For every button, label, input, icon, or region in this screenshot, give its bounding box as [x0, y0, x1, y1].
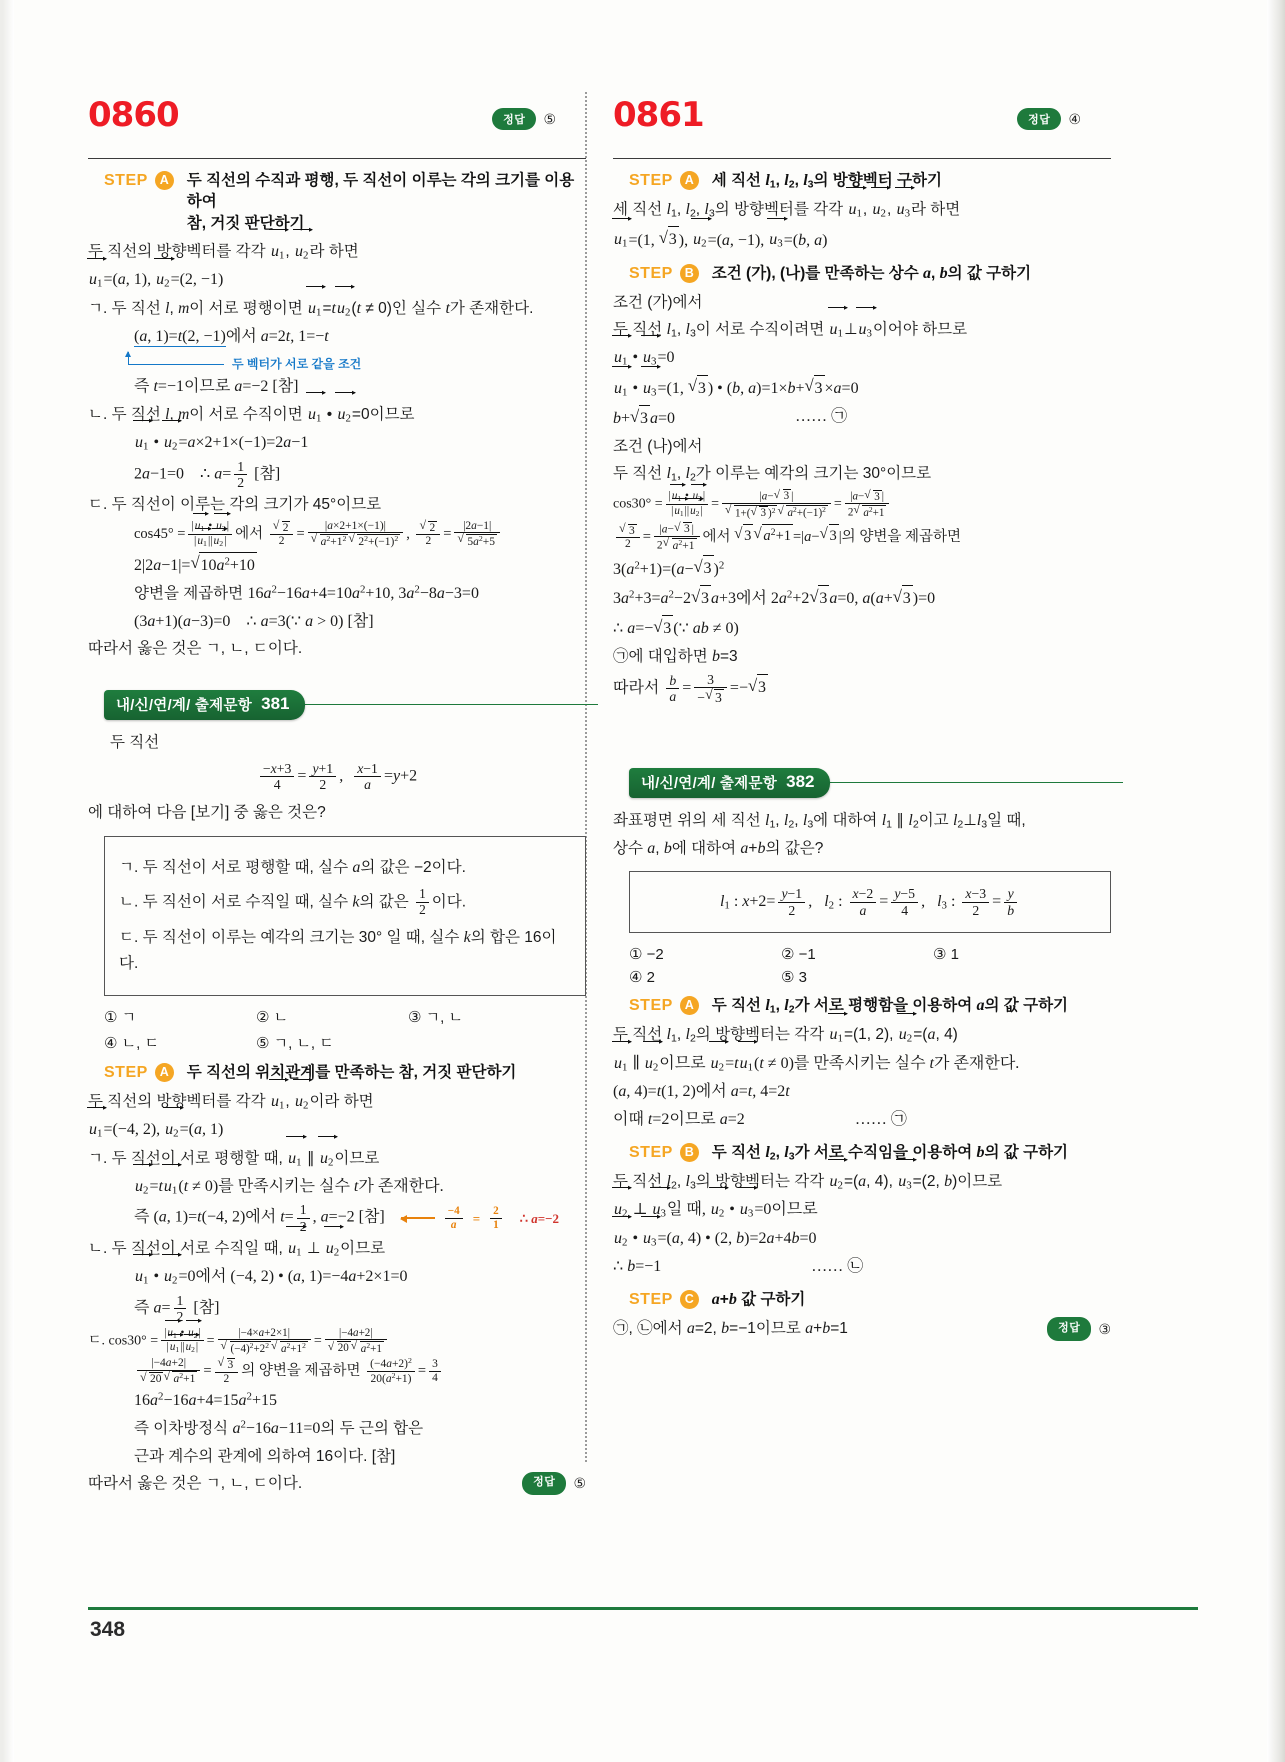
solution-line: 근과 계수의 관계에 의하여 16이다. [참]	[134, 1447, 396, 1465]
solution-line: $u_1=(a$, 1), $u_2=(2$, −1)	[88, 267, 586, 293]
solution-line: $16a^2-16a+4=15a^2+15$	[134, 1390, 277, 1410]
step-a-0860	[104, 170, 586, 234]
step-a-0861	[629, 170, 1111, 192]
banner-prefix: 내/신/연/계/ 출제문항	[641, 775, 778, 792]
choice-option[interactable]: ① ㄱ	[104, 1009, 137, 1027]
choices-row	[104, 1032, 586, 1053]
bogi-item: ㄴ. 두 직선이 서로 수직일 때, 실수 k의 값은 $\frac{1}{2}$ 이다.	[119, 886, 467, 918]
step-title: 두 직선의 위치관계를 만족하는 참, 거짓 판단하기	[186, 1064, 517, 1082]
solution-line: $u_2$ ⊥ $u_3$일 때, $u_2$ • $u_3=0$이므로	[613, 1197, 1111, 1223]
step-title: 두 직선 $l_2$, $l_3$가 서로 수직임을 이용하여 b의 값 구하기	[711, 1143, 1069, 1163]
step-title: 두 직선 $l_1$, $l_2$가 서로 평행함을 이용하여 a의 값 구하기	[711, 997, 1069, 1016]
orange-annotation-381: −4 a = 2 1 ∴ a=−2	[401, 1205, 559, 1231]
answer-choice: ⑤	[543, 110, 556, 127]
solution-line: (a, 4)=t(1, 2)에서 a=t, 4=2t	[613, 1083, 790, 1101]
arrow-left-icon	[401, 1217, 435, 1219]
problem-number: 0861	[613, 95, 704, 135]
naeshin-intro: 좌표평면 위의 세 직선 $l_1$, $l_2$, $l_3$에 대하여 $l_1$ ∥ $l_2$이고 $l_2\perp l_3$일 때,	[613, 811, 1026, 831]
banner-prefix: 내/신/연/계/ 출제문항	[116, 697, 253, 714]
answer-pill	[492, 108, 556, 130]
header-rule	[88, 158, 586, 159]
solution-line: cos45° = $\frac{|u_1 • u_2|}{|u_1||u_2|}$ 에서 √ $\frac{2}{2}$ = |a×2+1×(−1)| √ $a^2+1^2$ √ $2^2+(-1)^2$ , √ $\frac{2}{2}$ = |2a−1| √ $5a^2+5$	[134, 520, 586, 549]
solution-line: 즉 이차방정식 $a^2-16a-11=0$의 두 근의 합은	[134, 1418, 424, 1437]
solution-line: $3(a^2+1)=(a-$ √ 3 )$^2$	[613, 555, 1111, 583]
solution-conclusion-row	[613, 1316, 1111, 1342]
choice-option[interactable]: ① −2	[629, 946, 664, 964]
naeshin-equation: $l_1$ : x+2= $\frac{y-1}{2}$ , $l_2$ : $\frac{x-2}{a}$ = $\frac{y-5}{4}$ , $l_3$ : $\frac{x-3}{2}$ = $\frac{y}{b}$	[720, 893, 1020, 910]
step-badge: A	[680, 171, 699, 190]
solution-line: |−4a+2| √ 20 √ $a^2+1$ = √ $\frac{3}{2}$ 의 양변을 제곱하면 $\frac{(-4a+2)^2}{20(a^2+1)}$ = $\frac{3}{4}$	[134, 1357, 586, 1386]
solution-line: 이때 t=2이므로 a=2 …… ㉠	[613, 1107, 1111, 1133]
solution-line: 두 직선 $l_1$, $l_2$의 방향벡터는 각각 $u_1=(1$, 2), $u_2=(a$, 4)	[613, 1022, 1111, 1048]
choices-row	[629, 945, 1111, 963]
solution-line: 따라서 $\frac{b}{a}$ = $\frac{3}{- √ 3}$ =− √ 3	[613, 672, 1111, 706]
solution-line: ∴ a=− √ 3 (∵ ab ≠ 0)	[613, 614, 1111, 642]
solution-line: $u_2$ • $u_3=(a$, 4) • (2, b)=2a+4b=0	[613, 1226, 1111, 1252]
solution-line: ㄷ. 두 직선이 이루는 각의 크기가 45°이므로	[88, 496, 382, 514]
choice-spacer	[408, 1032, 560, 1053]
choices-row	[629, 968, 1111, 986]
step-a-382	[629, 995, 1111, 1017]
choice-option[interactable]: ③ 1	[933, 946, 959, 964]
answer-choice: ④	[1068, 110, 1081, 127]
solution-line: $u_1$ ∥ $u_2$이므로 $u_2=tu_1(t \ne 0)$를 만족시키는 실수 t가 존재한다.	[613, 1051, 1111, 1077]
naeshin-equation: $\frac{-x+3}{4}$ = $\frac{y+1}{2}$ , $\frac{x-1}{a}$ =y+2	[88, 761, 586, 793]
solution-line: 두 직선 $l_1$, $l_3$이 서로 수직이려면 $u_1\perp u_3$이어야 하므로	[613, 317, 1111, 343]
choice-option[interactable]: ⑤ ㄱ, ㄴ, ㄷ	[256, 1035, 334, 1053]
blue-annotation-0860	[128, 352, 586, 372]
solution-line: 2|2a−1|= √ $10a^2+10$	[134, 551, 586, 579]
solution-line: (a, 1)=t(2, −1)에서 a=2t, 1=−t	[134, 328, 329, 346]
solution-line: $u_1$ • $u_2=a\times 2+1\times(-1)=2a-1$	[134, 430, 586, 456]
bogi-item: ㄱ. 두 직선이 서로 평행할 때, 실수 a의 값은 −2이다.	[119, 858, 466, 876]
solution-line: ㄷ. cos30° = $\frac{|u_1 • u_2|}{|u_1||u_2|}$ = |−4×a+2×1| √ $(-4)^2+2^2$ √ $a^2+1^2$ = |−4a+2| √ 20 √ $a^2+1$	[88, 1327, 586, 1355]
solution-line: (3a+1)(a−3)=0 ∴ a=3(∵ a > 0) [참]	[134, 612, 374, 630]
solution-line: ㉠에 대입하면 b=3	[613, 648, 738, 666]
solution-line: 두 직선의 방향벡터를 각각 $u_1$, $u_2$이라 하면	[88, 1089, 586, 1115]
answer-tag: 정답	[1047, 1317, 1091, 1341]
answer-tag: 정답	[522, 1472, 566, 1496]
solution-line: ㄴ. 두 직선 l, m이 서로 수직이면 $u_1$ • $u_2=0$이므로	[88, 402, 586, 428]
solution-line: 2a−1=0 ∴ a= $\frac{1}{2}$ [참]	[134, 458, 281, 490]
solution-conclusion: ㉠, ㉡에서 a=2, b=−1이므로 a+b=1	[613, 1320, 848, 1338]
step-label: STEP	[104, 172, 148, 189]
step-badge: A	[155, 171, 174, 190]
answer-choice: ③	[1098, 1320, 1111, 1337]
answer-tag: 정답	[492, 108, 536, 130]
step-title	[187, 170, 586, 234]
answer-tag: 정답	[1017, 108, 1061, 130]
naeshin-intro-2: 상수 a, b에 대하여 a+b의 값은?	[613, 839, 824, 857]
step-label: STEP	[629, 1143, 673, 1161]
bogi-box-381	[104, 836, 586, 997]
solution-line: ㄴ. 두 직선이 서로 수직일 때, $u_1$ ⊥ $u_2$이므로	[88, 1236, 586, 1262]
step-badge: A	[680, 996, 699, 1015]
step-title: 조건 (가), (나)를 만족하는 상수 a, b의 값 구하기	[711, 264, 1032, 282]
step-title: 세 직선 $l_1$, $l_2$, $l_3$의 방향벡터 구하기	[711, 172, 942, 191]
equation-ref: …… ㉠	[795, 407, 848, 425]
equation-ref: …… ㉡	[811, 1258, 864, 1276]
blue-note-text: 두 벡터가 서로 같을 조건	[232, 357, 362, 372]
step-badge: B	[680, 1143, 699, 1162]
naeshin-banner-381	[104, 690, 586, 720]
solution-line: $3a^2+3=a^2-2$ √ 3 a+3에서 $2a^2+2$ √ 3 a=0, a(a+ √ 3 )=0	[613, 584, 1111, 612]
step-label: STEP	[629, 997, 673, 1015]
choices-381	[104, 1006, 586, 1053]
step-title: a+b 값 구하기	[711, 1290, 806, 1308]
step-c-382	[629, 1289, 1111, 1311]
solution-conclusion: 따라서 옳은 것은 ㄱ, ㄴ, ㄷ이다.	[88, 1474, 303, 1492]
page-left-edge-shadow	[0, 0, 14, 1762]
problem-header-0860	[88, 95, 586, 156]
solution-line: 조건 (나)에서	[613, 437, 703, 455]
solution-line: 즉 t=−1이므로 a=−2 [참]	[134, 378, 299, 396]
solution-conclusion-row	[88, 1471, 586, 1496]
step-title-line1: 두 직선의 수직과 평행, 두 직선이 이루는 각의 크기를 이용하여	[186, 172, 575, 211]
page-number: 348	[90, 1618, 126, 1641]
bogi-item: ㄷ. 두 직선이 이루는 예각의 크기는 30° 일 때, 실수 k의 합은 16이다.	[119, 929, 557, 973]
choice-spacer	[933, 968, 1085, 986]
step-a-381	[104, 1062, 586, 1084]
step-badge: C	[680, 1290, 699, 1309]
solution-line: ㄱ. 두 직선 l, m이 서로 평행이면 $u_1=tu_2(t \ne 0)$인 실수 t가 존재한다.	[88, 296, 586, 322]
header-rule	[613, 158, 1111, 159]
solution-line: $u_1$ • $u_2=0$에서 (−4, 2) • (a, 1)=−4a+2×1=0	[134, 1264, 586, 1290]
solution-line: $u_1$ • $u_3=0$	[613, 345, 1111, 371]
choice-option[interactable]: ⑤ 3	[781, 969, 807, 987]
step-label: STEP	[104, 1064, 148, 1082]
naeshin-intro: 두 직선	[110, 733, 160, 751]
choices-382	[629, 945, 1111, 986]
solution-line: 두 직선 $l_2$, $l_3$의 방향벡터는 각각 $u_2=(a$, 4), $u_3=(2$, b)이므로	[613, 1169, 1111, 1195]
step-title-line2: 참, 거짓 판단하기	[186, 214, 305, 232]
solution-line: 세 직선 $l_1$, $l_2$, $l_3$의 방향벡터를 각각 $u_1$, $u_2$, $u_3$라 하면	[613, 197, 1111, 223]
solution-conclusion: 따라서 옳은 것은 ㄱ, ㄴ, ㄷ이다.	[88, 640, 303, 658]
solution-line: 조건 (가)에서	[613, 293, 703, 311]
banner-number: 381	[261, 694, 290, 714]
choice-option[interactable]: ② −1	[781, 946, 816, 964]
solution-line: 즉 a= $\frac{1}{2}$ [참]	[134, 1292, 220, 1325]
solution-line: b+ √ 3 a=0 …… ㉠	[613, 404, 1111, 432]
solution-line: 즉 (a, 1)=t(−4, 2)에서 t= $\frac{1}{2}$ , a=−2 [참] −4 a = 2 1 ∴ a=−2	[134, 1202, 560, 1234]
step-label: STEP	[629, 172, 673, 189]
naeshin-question: 에 대하여 다음 [보기] 중 옳은 것은?	[88, 804, 326, 822]
banner-chip	[104, 690, 305, 720]
step-label: STEP	[629, 1290, 673, 1308]
answer-pill	[1017, 108, 1081, 130]
solution-line: √ $\frac{3}{2}$ = $\frac{|a- √ 3 |}{2 √ a^2+1}$ 에서 √ 3 √ $a^2+1 =|a-$ √ 3 |의 양변을 제곱하면	[613, 522, 1111, 553]
choice-option[interactable]: ② ㄴ	[256, 1009, 289, 1027]
solution-line: 두 직선 $l_1$, $l_2$가 이루는 예각의 크기는 30°이므로	[613, 464, 932, 484]
right-column	[613, 0, 1111, 1344]
naeshin-banner-382	[629, 768, 1111, 798]
solution-line: $u_1$ • $u_3=(1$, √ 3 ) • (b, a)=1×b+ √ 3 ×a=0	[613, 374, 1111, 402]
choice-option[interactable]: ③ ㄱ, ㄴ	[408, 1009, 463, 1027]
solution-line: $u_2=tu_1(t \ne 0)$를 만족시키는 실수 t가 존재한다.	[134, 1174, 586, 1200]
step-b-382	[629, 1142, 1111, 1164]
solution-line: 양변을 제곱하면 $16a^2-16a+4=10a^2+10$, $3a^2-8a-3=0$	[134, 583, 479, 602]
footer-rule	[88, 1607, 1198, 1610]
problem-header-0861	[613, 95, 1111, 156]
solution-line: ∴ b=−1 …… ㉡	[613, 1254, 1111, 1280]
leader-horizontal	[128, 364, 224, 365]
choice-option[interactable]: ④ 2	[629, 969, 655, 987]
solution-line: $u_1=(-4$, 2), $u_2=(a$, 1)	[88, 1117, 586, 1143]
banner-number: 382	[786, 772, 815, 792]
left-column	[88, 0, 586, 1498]
step-b-0861	[629, 263, 1111, 285]
solution-line: 두 직선의 방향벡터를 각각 $u_1$, $u_2$라 하면	[88, 239, 586, 265]
problem-number: 0860	[88, 95, 179, 135]
choice-option[interactable]: ④ ㄴ, ㄷ	[104, 1035, 159, 1053]
step-badge: A	[155, 1063, 174, 1082]
solution-line: ㄱ. 두 직선이 서로 평행할 때, $u_1$ ∥ $u_2$이므로	[88, 1146, 586, 1172]
step-label: STEP	[629, 264, 673, 282]
step-badge: B	[680, 264, 699, 283]
equation-box-382	[629, 871, 1111, 933]
banner-chip	[629, 768, 830, 798]
choices-row	[104, 1006, 586, 1027]
answer-pill-382	[1047, 1317, 1111, 1341]
solution-line: cos30° = $\frac{|u_1 • u_2|}{|u_1||u_2|}$ = |a− √ 3 | √ 1+( √ 3 )$^2$ √ $a^2+(-1)^2$ = $\frac{|a- √ 3 |}{2 √ a^2+1}$	[613, 489, 1111, 520]
solution-line: $u_1=(1$, √ 3 ), $u_2=(a$, −1), $u_3=(b$, a)	[613, 226, 1111, 254]
answer-pill-381	[522, 1472, 586, 1496]
equation-ref: …… ㉠	[854, 1110, 907, 1128]
page-right-edge-shadow	[1267, 0, 1285, 1762]
answer-choice: ⑤	[573, 1475, 586, 1492]
